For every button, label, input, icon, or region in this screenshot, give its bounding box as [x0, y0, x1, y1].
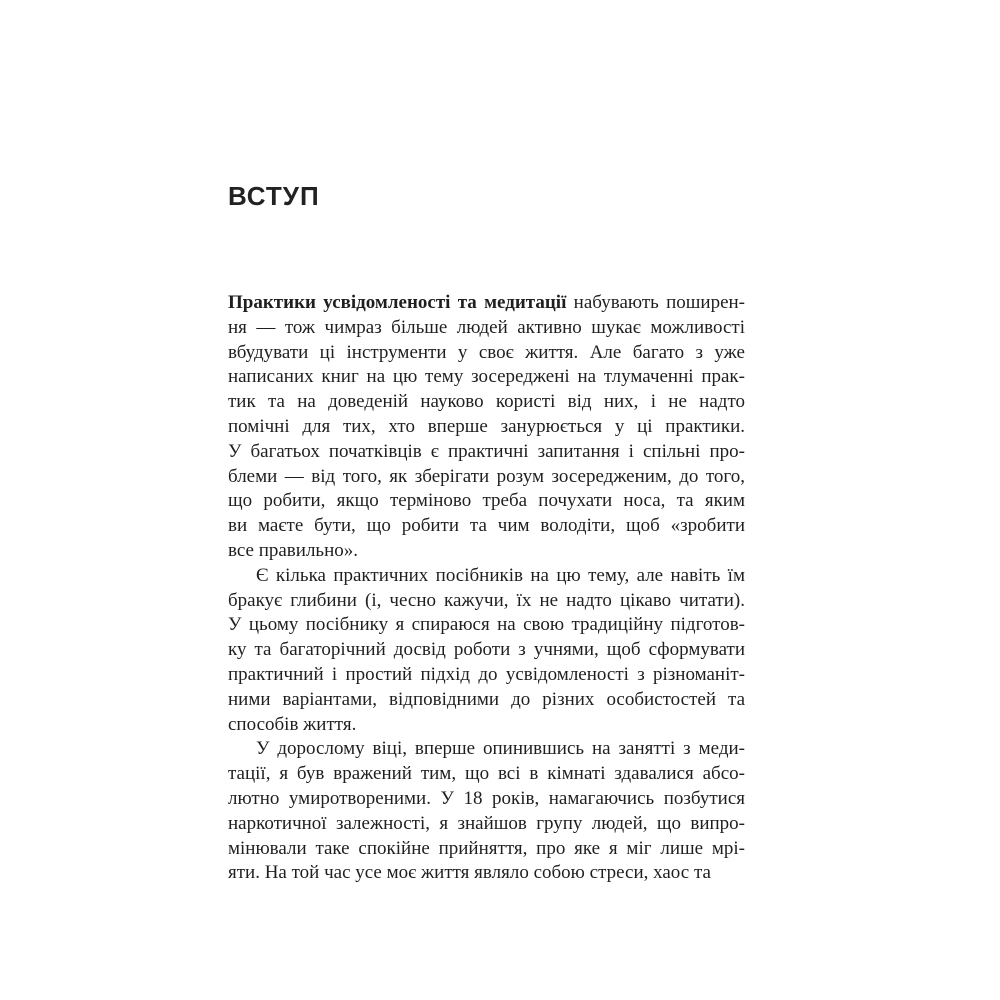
- text-line: способів життя.: [228, 713, 357, 735]
- body-text: [228, 291, 745, 886]
- text-line: наркотичної залежності, я знайшов групу людей, що випро-: [228, 812, 745, 834]
- text-line: все правильно».: [228, 539, 359, 561]
- text-line: яти. На той час усе моє життя являло собою стреси, хаос та: [228, 862, 711, 884]
- text-line: У багатьох початківців є практичні запитання і спільні про-: [228, 440, 745, 462]
- text-line: Практики усвідомленості та медитації набувають поширен-: [228, 292, 745, 313]
- paragraph: [228, 291, 745, 564]
- text-line: блеми — від того, як зберігати розум зосередженим, до того,: [228, 465, 745, 487]
- text-line: помічні для тих, хто вперше занурюється у ці практики.: [228, 415, 745, 437]
- text-line: Є кілька практичних посібників на цю тему, але навіть їм: [256, 564, 745, 586]
- text-line: ня — тож чимраз більше людей активно шукає можливості: [228, 316, 745, 338]
- text-line: лютно умиротвореними. У 18 років, намагаючись позбутися: [228, 787, 745, 809]
- text-line: мінювали таке спокійне прийняття, про яке я міг лише мрі-: [228, 837, 745, 859]
- paragraph: [228, 564, 745, 738]
- text-line: вбудувати ці інструменти у своє життя. Але багато з уже: [228, 341, 745, 363]
- text-line: практичний і простий підхід до усвідомленості з різноманіт-: [228, 663, 745, 685]
- text-line: тик та на доведеній науково користі від них, і не надто: [228, 391, 745, 413]
- text-line: що робити, якщо терміново треба почухати носа, та яким: [228, 490, 745, 512]
- bold-lead-phrase: Практики усвідомленості та медитації: [228, 292, 567, 313]
- text-line: написаних книг на цю тему зосереджені на тлумаченні прак-: [228, 366, 745, 388]
- text-line: бракує глибини (і, чесно кажучи, їх не надто цікаво читати).: [228, 589, 745, 611]
- paragraph: [228, 737, 745, 886]
- text-line: ви маєте бути, що робити та чим володіти, щоб «зробити: [228, 515, 745, 537]
- text-line: У цьому посібнику я спираюся на свою традиційну підготов-: [228, 614, 745, 636]
- text-line: ними варіантами, відповідними до різних особистостей та: [228, 688, 745, 710]
- text-line: ку та багаторічний досвід роботи з учнями, щоб сформувати: [228, 639, 745, 661]
- text-line: тації, я був вражений тим, що всі в кімнаті здавалися абсо-: [228, 763, 745, 785]
- chapter-title: ВСТУП: [228, 181, 320, 211]
- text-line: У дорослому віці, вперше опинившись на занятті з меди-: [256, 738, 745, 760]
